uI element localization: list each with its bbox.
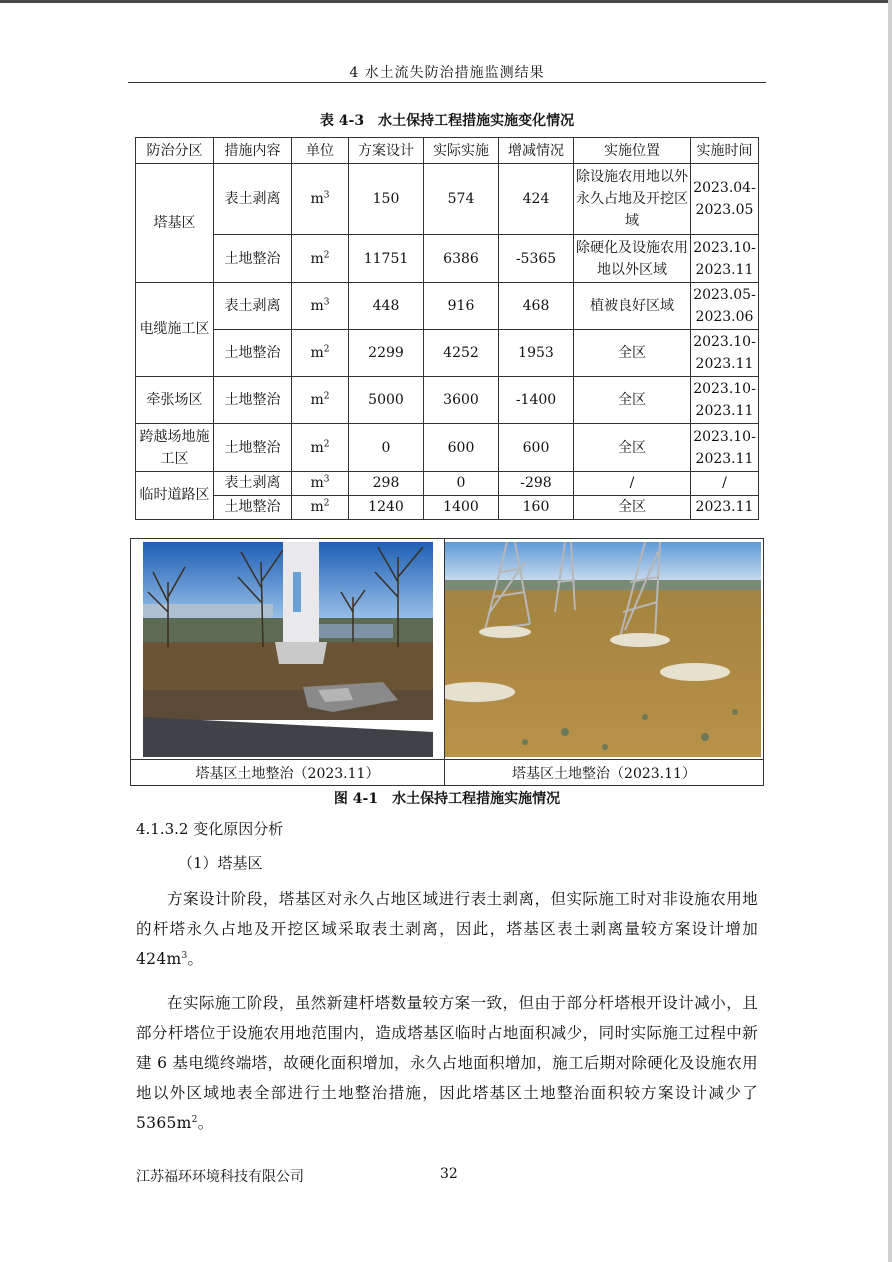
measure-cell: 表土剥离 (214, 282, 292, 329)
location-cell: 除设施农用地以外永久占地及开挖区域 (574, 164, 691, 235)
measure-cell: 表土剥离 (214, 164, 292, 235)
col-header: 防治分区 (136, 138, 214, 164)
zone-cell: 牵张场区 (136, 377, 214, 424)
paragraph-1: 方案设计阶段，塔基区对永久占地区域进行表土剥离，但实际施工时对非设施农用地的杆塔永久占地及开挖区域采取表土剥离，因此，塔基区表土剥离量较方案设计增加 $424m^3$。 (136, 890, 758, 968)
table-title: 水土保持工程措施实施变化情况 (378, 113, 575, 129)
change-cell: -5365 (499, 235, 574, 282)
unit-cell: $m^2$ (292, 329, 349, 376)
design-cell: 11751 (349, 235, 424, 282)
table-row (136, 235, 759, 282)
unit-cell: $m^2$ (292, 495, 349, 519)
design-cell: 298 (349, 471, 424, 495)
location-cell: 全区 (574, 495, 691, 519)
unit-cell: $m^3$ (292, 282, 349, 329)
design-cell: 5000 (349, 377, 424, 424)
time-cell: 2023.10-2023.11 (691, 235, 759, 282)
measures-table (135, 137, 759, 520)
location-cell: 全区 (574, 377, 691, 424)
section-heading: 4.1.3.2 变化原因分析 (136, 820, 284, 838)
table-row (136, 282, 759, 329)
time-cell: 2023.11 (691, 495, 759, 519)
photo-tower-base-right (445, 542, 761, 757)
location-cell: 除硬化及设施农用地以外区域 (574, 235, 691, 282)
unit-cell: $m^3$ (292, 471, 349, 495)
measure-cell: 土地整治 (214, 329, 292, 376)
zone-cell: 塔基区 (136, 164, 214, 283)
change-cell: 1953 (499, 329, 574, 376)
change-cell: 468 (499, 282, 574, 329)
measure-cell: 土地整治 (214, 235, 292, 282)
change-cell: -298 (499, 471, 574, 495)
actual-cell: 4252 (424, 329, 499, 376)
design-cell: 2299 (349, 329, 424, 376)
figure-caption (128, 788, 766, 808)
zone-cell: 电缆施工区 (136, 282, 214, 376)
page-number: 32 (440, 1166, 458, 1182)
figure-frame (130, 538, 764, 786)
location-cell: 全区 (574, 329, 691, 376)
figure-divider-vertical (444, 539, 445, 785)
actual-cell: 0 (424, 471, 499, 495)
footer-company: 江苏福环环境科技有限公司 (136, 1169, 304, 1185)
location-cell: 植被良好区域 (574, 282, 691, 329)
change-cell: 600 (499, 424, 574, 471)
photo-caption-left: 塔基区土地整治（2023.11） (195, 766, 380, 782)
table-number: 表 4-3 (319, 113, 365, 129)
table-row (136, 329, 759, 376)
unit-cell: $m^2$ (292, 235, 349, 282)
actual-cell: 3600 (424, 377, 499, 424)
measure-cell: 土地整治 (214, 424, 292, 471)
figure-divider-horizontal (131, 759, 763, 760)
design-cell: 150 (349, 164, 424, 235)
col-header: 实际实施 (424, 138, 499, 164)
page-header: 4 水土流失防治措施监测结果 (349, 65, 545, 81)
time-cell: 2023.10-2023.11 (691, 329, 759, 376)
table-row (136, 495, 759, 519)
col-header: 方案设计 (349, 138, 424, 164)
table-row (136, 424, 759, 471)
photo-left-image (143, 542, 433, 757)
table-caption (128, 110, 766, 130)
scan-edge-top (0, 0, 892, 3)
time-cell: 2023.10-2023.11 (691, 424, 759, 471)
figure-number: 图 4-1 (333, 791, 379, 807)
photo-caption-right: 塔基区土地整治（2023.11） (512, 766, 696, 782)
table-row (136, 377, 759, 424)
measure-cell: 土地整治 (214, 495, 292, 519)
change-cell: -1400 (499, 377, 574, 424)
actual-cell: 916 (424, 282, 499, 329)
time-cell: / (691, 471, 759, 495)
unit-cell: $m^2$ (292, 377, 349, 424)
actual-cell: 6386 (424, 235, 499, 282)
change-cell: 424 (499, 164, 574, 235)
time-cell: 2023.04-2023.05 (691, 164, 759, 235)
header-rule (128, 82, 766, 83)
time-cell: 2023.05-2023.06 (691, 282, 759, 329)
time-cell: 2023.10-2023.11 (691, 377, 759, 424)
measure-cell: 表土剥离 (214, 471, 292, 495)
col-header: 增减情况 (499, 138, 574, 164)
photo-tower-base-left (143, 542, 433, 757)
table-row (136, 471, 759, 495)
actual-cell: 1400 (424, 495, 499, 519)
actual-cell: 600 (424, 424, 499, 471)
design-cell: 1240 (349, 495, 424, 519)
paragraph-2: 在实际施工阶段，虽然新建杆塔数量较方案一致，但由于部分杆塔根开设计减小，且部分杆塔位于设施农用地范围内，造成塔基区临时占地面积减少，同时实际施工过程中新建 6 基电缆终端塔，故硬化面积增加，永久占地面积增加，施工后期对除硬化及设施农用地以外区域地表全部进行土地整治措施，因此塔基区土地整治面积较方案设计减少了 $5365m^2$。 (136, 994, 758, 1132)
table-header-row (136, 138, 759, 164)
photo-right-image (445, 542, 761, 757)
col-header: 实施位置 (574, 138, 691, 164)
table-row (136, 164, 759, 235)
unit-cell: $m^2$ (292, 424, 349, 471)
actual-cell: 574 (424, 164, 499, 235)
scan-edge-right (888, 0, 892, 1262)
zone-cell: 跨越场地施工区 (136, 424, 214, 471)
change-cell: 160 (499, 495, 574, 519)
col-header: 措施内容 (214, 138, 292, 164)
figure-title: 水土保持工程措施实施情况 (392, 791, 561, 807)
subsection-heading: （1）塔基区 (178, 854, 263, 872)
unit-cell: $m^3$ (292, 164, 349, 235)
measure-cell: 土地整治 (214, 377, 292, 424)
location-cell: 全区 (574, 424, 691, 471)
col-header: 单位 (292, 138, 349, 164)
design-cell: 448 (349, 282, 424, 329)
location-cell: / (574, 471, 691, 495)
zone-cell: 临时道路区 (136, 471, 214, 519)
col-header: 实施时间 (691, 138, 759, 164)
design-cell: 0 (349, 424, 424, 471)
